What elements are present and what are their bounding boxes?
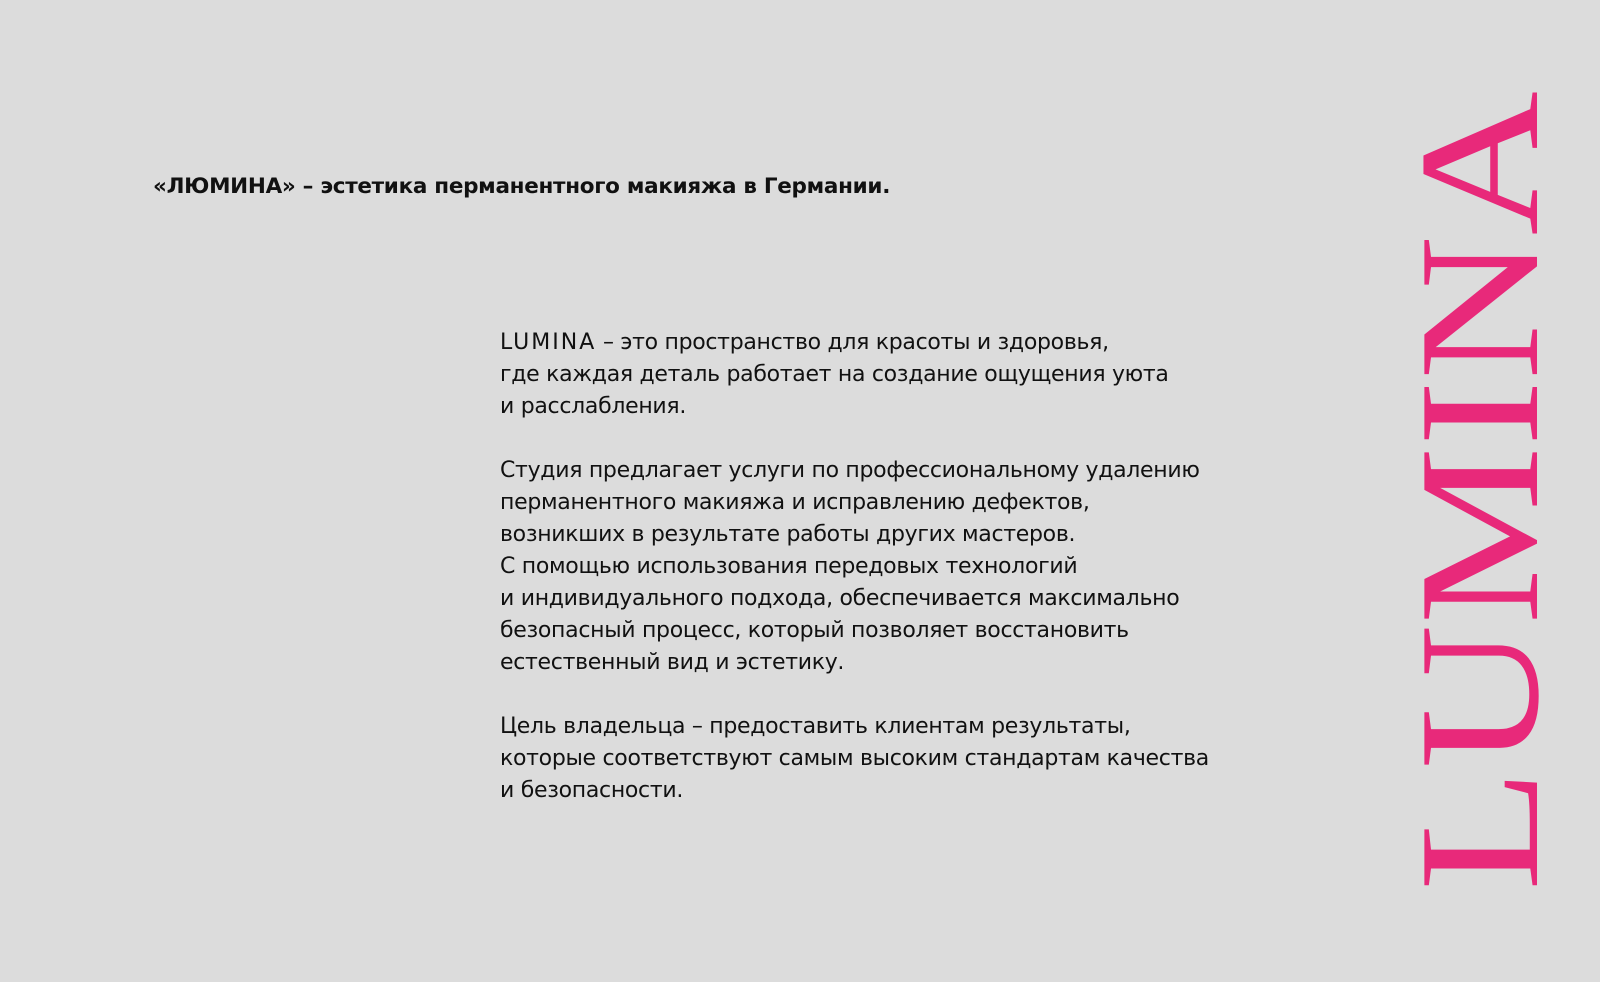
lumina-logo-svg <box>1385 76 1575 906</box>
lumina-logo <box>1385 76 1575 906</box>
services-line: перманентного макияжа и исправлению дефектов, <box>500 490 1090 515</box>
services-line: возникших в результате работы других мастеров. <box>500 522 1076 547</box>
services-line: С помощью использования передовых технологий <box>500 554 1078 579</box>
intro-line <box>500 327 1280 359</box>
services-line: безопасный процесс, который позволяет восстановить <box>500 618 1129 643</box>
description-block <box>500 327 1280 807</box>
logo-wordmark: LUMINA <box>1385 203 1575 891</box>
services-line: Студия предлагает услуги по профессиональному удалению <box>500 458 1200 483</box>
services-paragraph <box>500 455 1280 679</box>
tagline: «ЛЮМИНА» – эстетика перманентного макияжа в Германии. <box>153 174 891 199</box>
goal-line: и безопасности. <box>500 778 684 803</box>
intro-line: где каждая деталь работает на создание ощущения уюта <box>500 362 1169 387</box>
intro-line-rest: – это пространство для красоты и здоровья, <box>596 330 1109 355</box>
services-line: естественный вид и эстетику. <box>500 650 845 675</box>
goal-line: Цель владельца – предоставить клиентам результаты, <box>500 714 1131 739</box>
services-line: и индивидуального подхода, обеспечивается максимально <box>500 586 1180 611</box>
brand-name: LUMINA <box>500 330 597 355</box>
intro-paragraph <box>500 327 1280 423</box>
intro-line: и расслабления. <box>500 394 687 419</box>
goal-paragraph <box>500 711 1280 807</box>
goal-line: которые соответствуют самым высоким стандартам качества <box>500 746 1209 771</box>
